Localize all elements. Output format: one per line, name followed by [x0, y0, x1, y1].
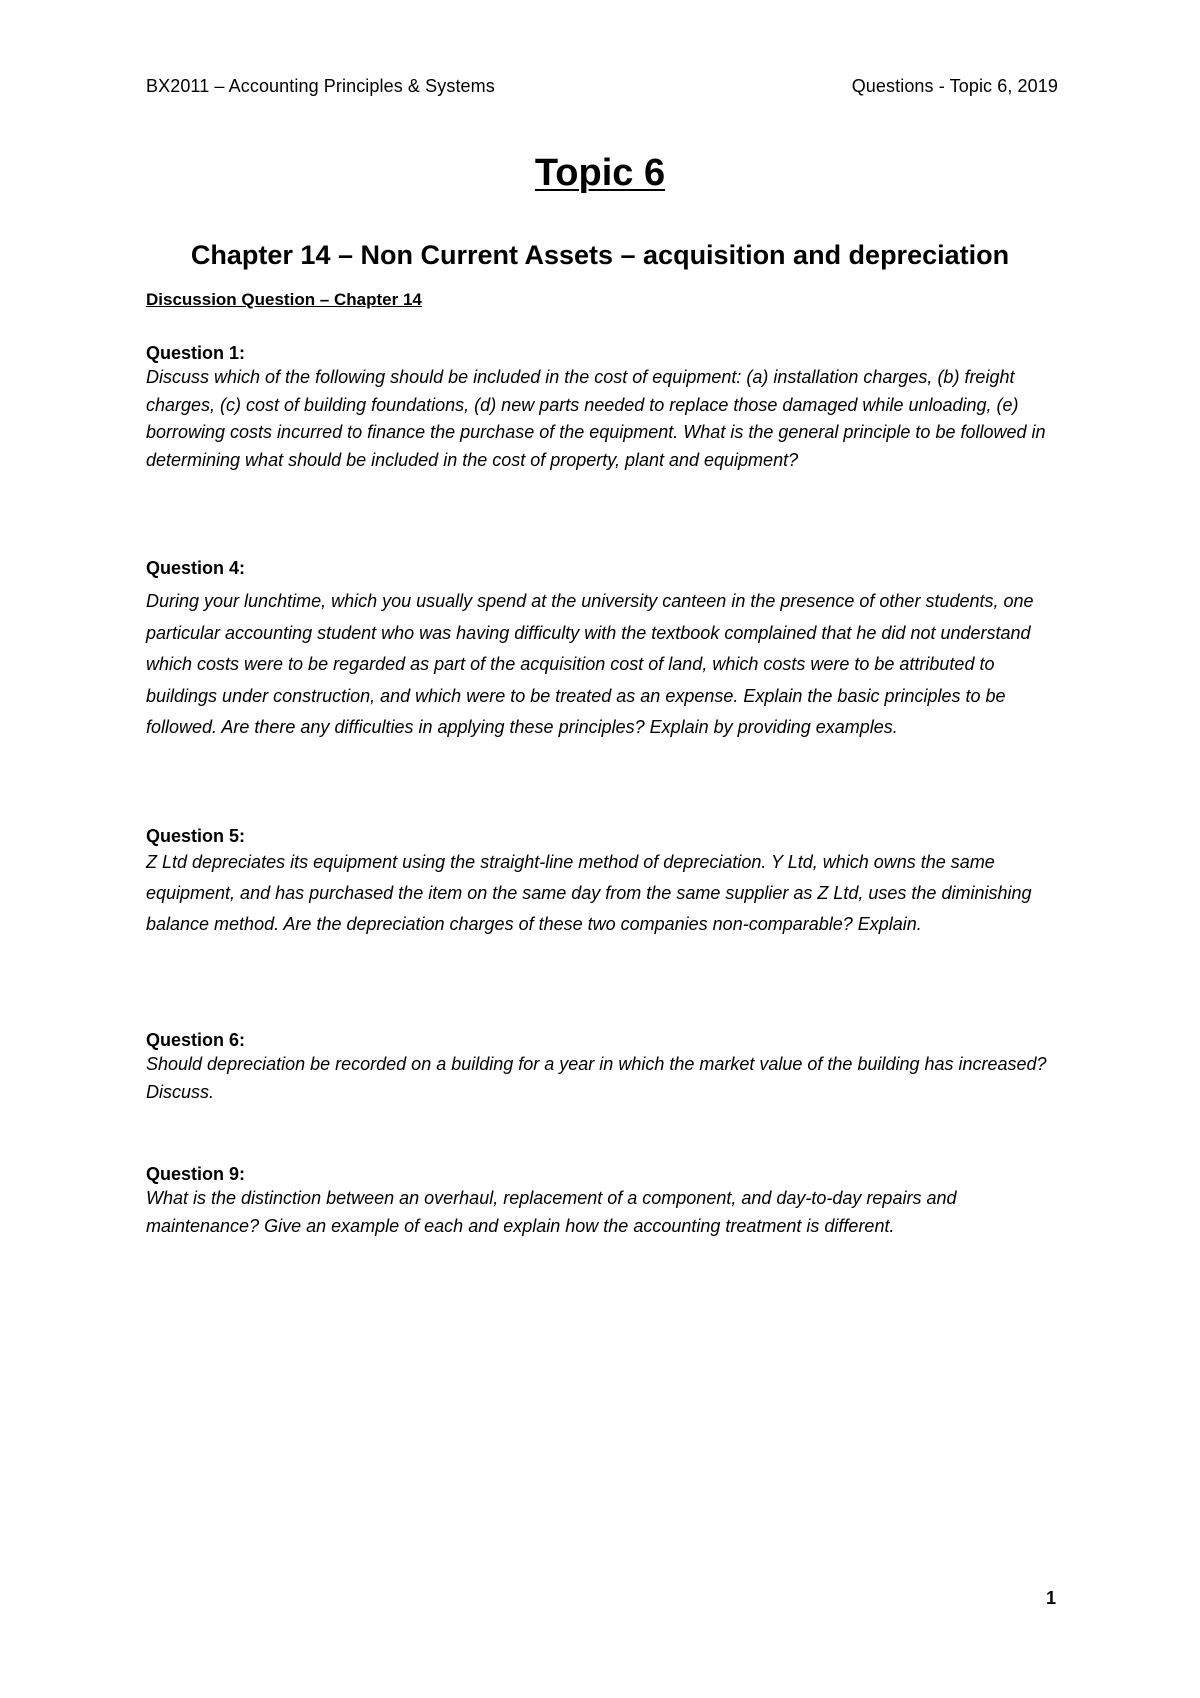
header-course-title: BX2011 – Accounting Principles & Systems — [146, 76, 495, 96]
question-9-label: Question 9: — [146, 1164, 246, 1184]
question-1 — [146, 342, 1066, 474]
page-title: Topic 6 — [534, 152, 666, 194]
question-1-label: Question 1: — [146, 343, 246, 363]
question-9 — [146, 1163, 1066, 1240]
section-heading: Discussion Question – Chapter 14 — [146, 290, 422, 309]
chapter-title: Chapter 14 – Non Current Assets – acquisition and depreciation — [190, 240, 1010, 270]
question-5-label: Question 5: — [146, 826, 246, 846]
header-topic-info: Questions - Topic 6, 2019 — [851, 76, 1058, 96]
question-6 — [146, 1029, 1066, 1106]
question-9-text: What is the distinction between an overhaul, replacement of a component, and day-to-day repairs and maintenance? Give an example of each and explain how the accounting treatment is different. — [146, 1188, 957, 1236]
question-5-text: Z Ltd depreciates its equipment using the straight-line method of depreciation. Y Ltd, which owns the same equipment, and has purchased the item on the same day from the same supplier as Z Ltd, uses the diminishing balance method. Are the depreciation charges of these two companies non-comparable? Explain. — [146, 852, 1032, 934]
question-4-text: During your lunchtime, which you usually spend at the university canteen in the presence of other students, one particular accounting student who was having difficulty with the textbook complained that he did not understand which costs were to be regarded as part of the acquisition cost of land, which costs were to be attributed to buildings under construction, and which were to be treated as an expense. Explain the basic principles to be followed. Are there any difficulties in applying these principles? Explain by providing examples. — [146, 591, 1034, 737]
question-4-label: Question 4: — [146, 558, 246, 578]
question-4 — [146, 557, 1066, 744]
question-1-text: Discuss which of the following should be included in the cost of equipment: (a) installation charges, (b) freight charges, (c) cost of building foundations, (d) new parts needed to replace those damaged while unloading, (e) borrowing costs incurred to finance the purchase of the equipment. What is the general principle to be followed in determining what should be included in the cost of property, plant and equipment? — [146, 367, 1046, 470]
running-header — [146, 76, 1058, 97]
question-6-label: Question 6: — [146, 1030, 246, 1050]
question-6-text: Should depreciation be recorded on a building for a year in which the market value of the building has increased? Discuss. — [146, 1054, 1047, 1102]
question-5 — [146, 825, 1066, 940]
page-number: 1 — [1046, 1588, 1057, 1608]
